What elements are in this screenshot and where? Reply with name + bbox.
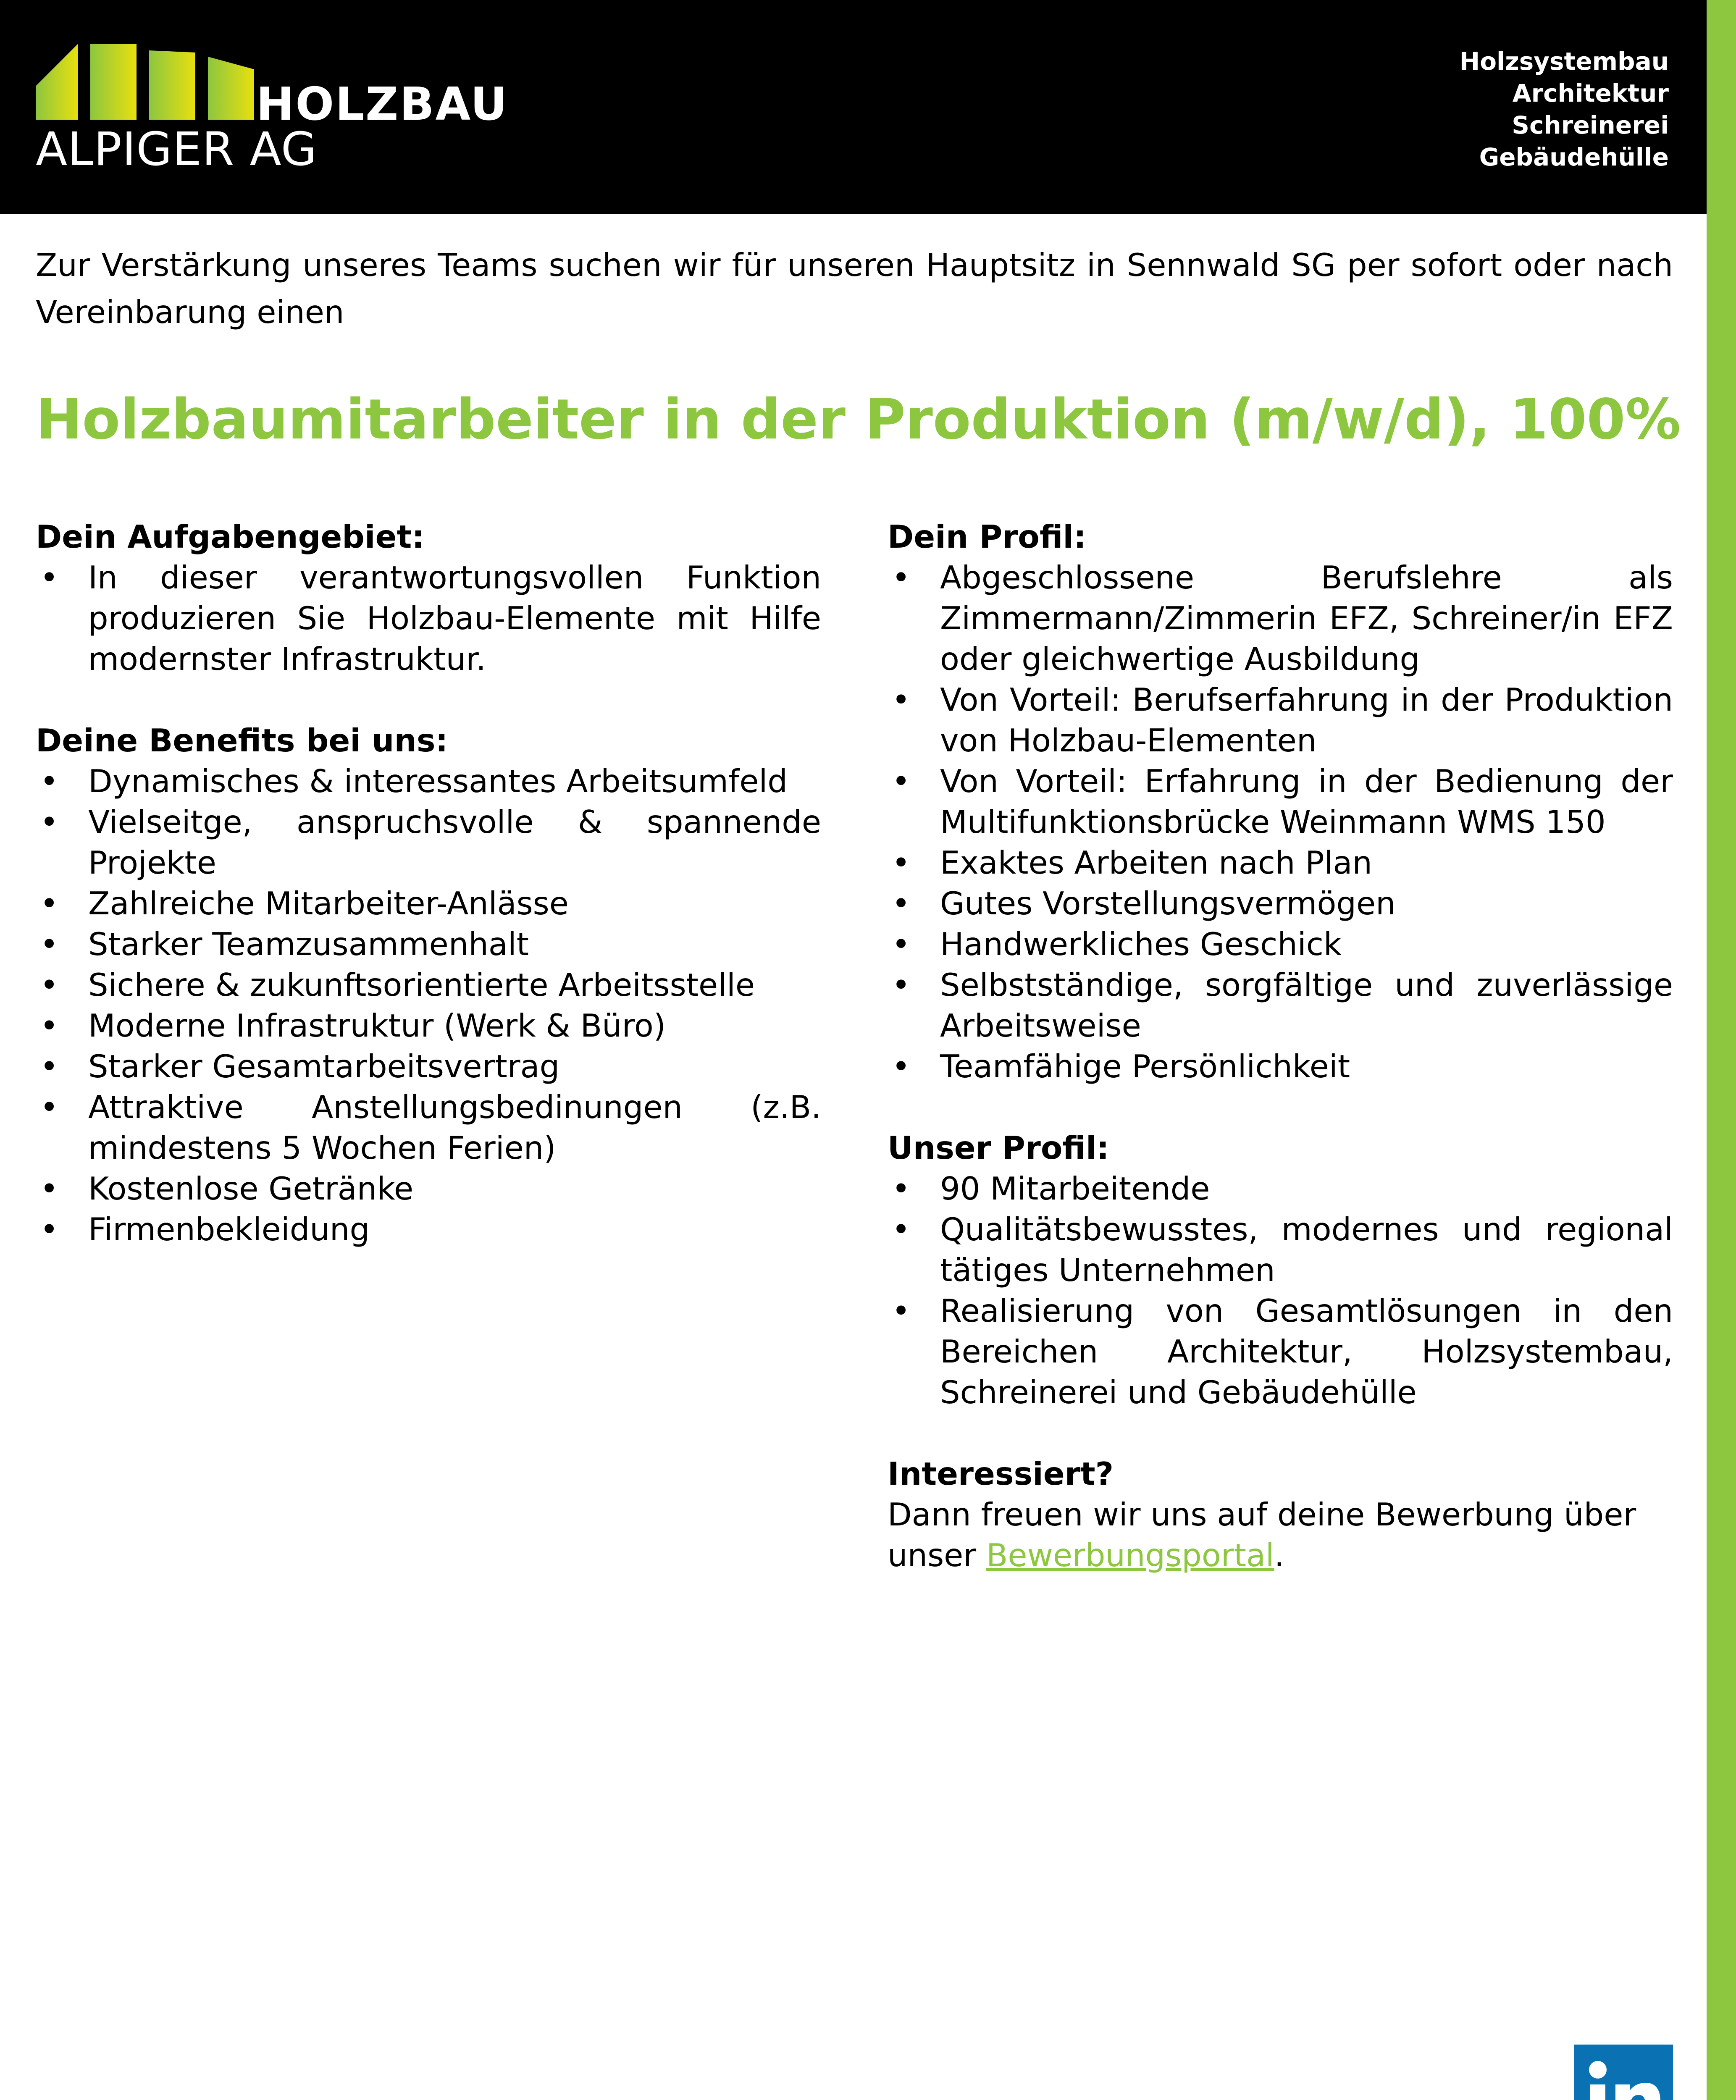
list-item	[888, 924, 1673, 965]
section-unser-profil	[888, 1128, 1673, 1413]
list-item	[888, 557, 1673, 680]
bullet-list	[888, 557, 1673, 1087]
bullet-icon: •	[892, 966, 911, 1003]
list-item	[888, 761, 1673, 843]
section-interessiert	[888, 1454, 1673, 1576]
section-title: Dein Aufgabengebiet:	[36, 518, 425, 555]
bullet-icon: •	[40, 885, 59, 922]
section-dein-profil	[888, 517, 1673, 1087]
list-item-text: Teamfähige Persönlichkeit	[940, 1048, 1350, 1085]
list-item-text: Sichere & zukunftsorientierte Arbeitsstelle	[88, 966, 755, 1003]
list-item-text: Gutes Vorstellungsvermögen	[940, 885, 1396, 922]
bullet-icon: •	[40, 803, 59, 840]
service-item: Gebäudehülle	[1479, 143, 1669, 171]
bullet-icon: •	[40, 1089, 59, 1126]
list-item	[36, 557, 821, 680]
list-item-text: Qualitätsbewusstes, modernes und regional tätiges Unternehmen	[940, 1211, 1673, 1289]
list-item	[36, 883, 821, 924]
list-item-text: Von Vorteil: Berufserfahrung in der Produktion von Holzbau-Elementen	[940, 681, 1673, 759]
list-item	[888, 1046, 1673, 1087]
bullet-icon: •	[892, 1170, 911, 1207]
list-item-text: Moderne Infrastruktur (Werk & Büro)	[88, 1007, 666, 1044]
bullet-icon: •	[892, 559, 911, 596]
list-item	[36, 802, 821, 883]
left-column	[36, 517, 821, 1291]
section-title: Deine Benefits bei uns:	[36, 722, 448, 759]
section-title: Dein Profil:	[888, 518, 1087, 555]
list-item	[888, 1168, 1673, 1209]
application-portal-link[interactable]: Bewerbungsportal	[986, 1537, 1274, 1574]
service-item: Architektur	[1512, 79, 1669, 108]
bullet-icon: •	[892, 1292, 911, 1329]
bullet-icon: •	[40, 1007, 59, 1044]
section-title: Unser Profil:	[888, 1129, 1109, 1166]
bullet-icon: •	[892, 763, 911, 800]
bullet-icon: •	[892, 926, 911, 963]
apply-text-before: Dann freuen wir uns auf deine Bewerbung über unser	[888, 1496, 1636, 1574]
bullet-icon: •	[40, 1211, 59, 1248]
list-item-text: In dieser verantwortungsvollen Funktion produzieren Sie Holzbau-Elemente mit Hilfe modernster Infrastruktur.	[88, 559, 821, 677]
list-item	[888, 843, 1673, 883]
right-column	[888, 517, 1673, 1617]
list-item-text: Attraktive Anstellungsbedinungen (z.B. mindestens 5 Wochen Ferien)	[88, 1089, 821, 1166]
list-item	[888, 680, 1673, 761]
section-benefits	[36, 720, 821, 1250]
list-item-text: Handwerkliches Geschick	[940, 926, 1342, 963]
job-title: Holzbaumitarbeiter in der Produktion (m/w/d), 100%	[36, 387, 1681, 452]
list-item	[888, 1209, 1673, 1291]
list-item	[36, 924, 821, 965]
service-item: Holzsystembau	[1459, 47, 1669, 76]
list-item-text: Zahlreiche Mitarbeiter-Anlässe	[88, 885, 569, 922]
bullet-icon: •	[40, 763, 59, 800]
list-item	[888, 965, 1673, 1046]
section-aufgabengebiet	[36, 517, 821, 680]
bullet-icon: •	[40, 966, 59, 1003]
bullet-icon: •	[892, 1211, 911, 1248]
list-item	[36, 1005, 821, 1046]
list-item-text: Von Vorteil: Erfahrung in der Bedienung der Multifunktionsbrücke Weinmann WMS 150	[940, 763, 1673, 840]
services-list	[1460, 45, 1669, 173]
bullet-icon: •	[892, 885, 911, 922]
list-item-text: Kostenlose Getränke	[88, 1170, 414, 1207]
logo-wordmark-alpiger: ALPIGER AG	[36, 122, 317, 176]
apply-text	[888, 1494, 1673, 1576]
intro-text: Zur Verstärkung unseres Teams suchen wir für unseren Hauptsitz in Sennwald SG per sofort oder nach Vereinbarung einen	[36, 247, 1673, 331]
list-item	[888, 1291, 1673, 1413]
list-item-text: Realisierung von Gesamtlösungen in den Bereichen Architektur, Holzsystembau, Schreinerei und Gebäudehülle	[940, 1292, 1673, 1411]
list-item	[36, 1046, 821, 1087]
logo-wordmark-holzbau: HOLZBAU	[256, 78, 509, 131]
list-item-text: Exaktes Arbeiten nach Plan	[940, 844, 1372, 881]
list-item-text: Selbstständige, sorgfältige und zuverlässige Arbeitsweise	[940, 966, 1673, 1044]
bullet-icon: •	[892, 1048, 911, 1085]
list-item-text: Starker Teamzusammenhalt	[88, 926, 529, 963]
company-logo	[36, 40, 519, 178]
list-item	[36, 761, 821, 802]
page-header	[0, 0, 1707, 214]
bullet-icon: •	[40, 559, 59, 596]
list-item-text: Abgeschlossene Berufslehre als Zimmermann/Zimmerin EFZ, Schreiner/in EFZ oder gleichwertige Ausbildung	[940, 559, 1673, 677]
list-item	[36, 965, 821, 1005]
list-item-text: Dynamisches & interessantes Arbeitsumfeld	[88, 763, 788, 800]
linkedin-icon[interactable]	[1574, 2045, 1673, 2100]
bullet-icon: •	[892, 844, 911, 881]
bullet-icon: •	[40, 1048, 59, 1085]
list-item-text: 90 Mitarbeitende	[940, 1170, 1210, 1207]
accent-side-bar	[1707, 0, 1736, 2100]
bullet-list	[36, 761, 821, 1250]
list-item-text: Vielseitge, anspruchsvolle & spannende Projekte	[88, 803, 821, 881]
list-item-text: Starker Gesamtarbeitsvertrag	[88, 1048, 560, 1085]
service-item: Schreinerei	[1512, 111, 1669, 139]
bullet-icon: •	[40, 1170, 59, 1207]
list-item-text: Firmenbekleidung	[88, 1211, 370, 1248]
apply-text-after: .	[1274, 1537, 1284, 1574]
logo-roof-icon	[36, 40, 254, 124]
list-item	[36, 1168, 821, 1209]
list-item	[888, 883, 1673, 924]
list-item	[36, 1209, 821, 1250]
bullet-list	[888, 1168, 1673, 1413]
bullet-icon: •	[40, 926, 59, 963]
bullet-list	[36, 557, 821, 680]
section-title: Interessiert?	[888, 1455, 1114, 1492]
list-item	[36, 1087, 821, 1168]
bullet-icon: •	[892, 681, 911, 718]
